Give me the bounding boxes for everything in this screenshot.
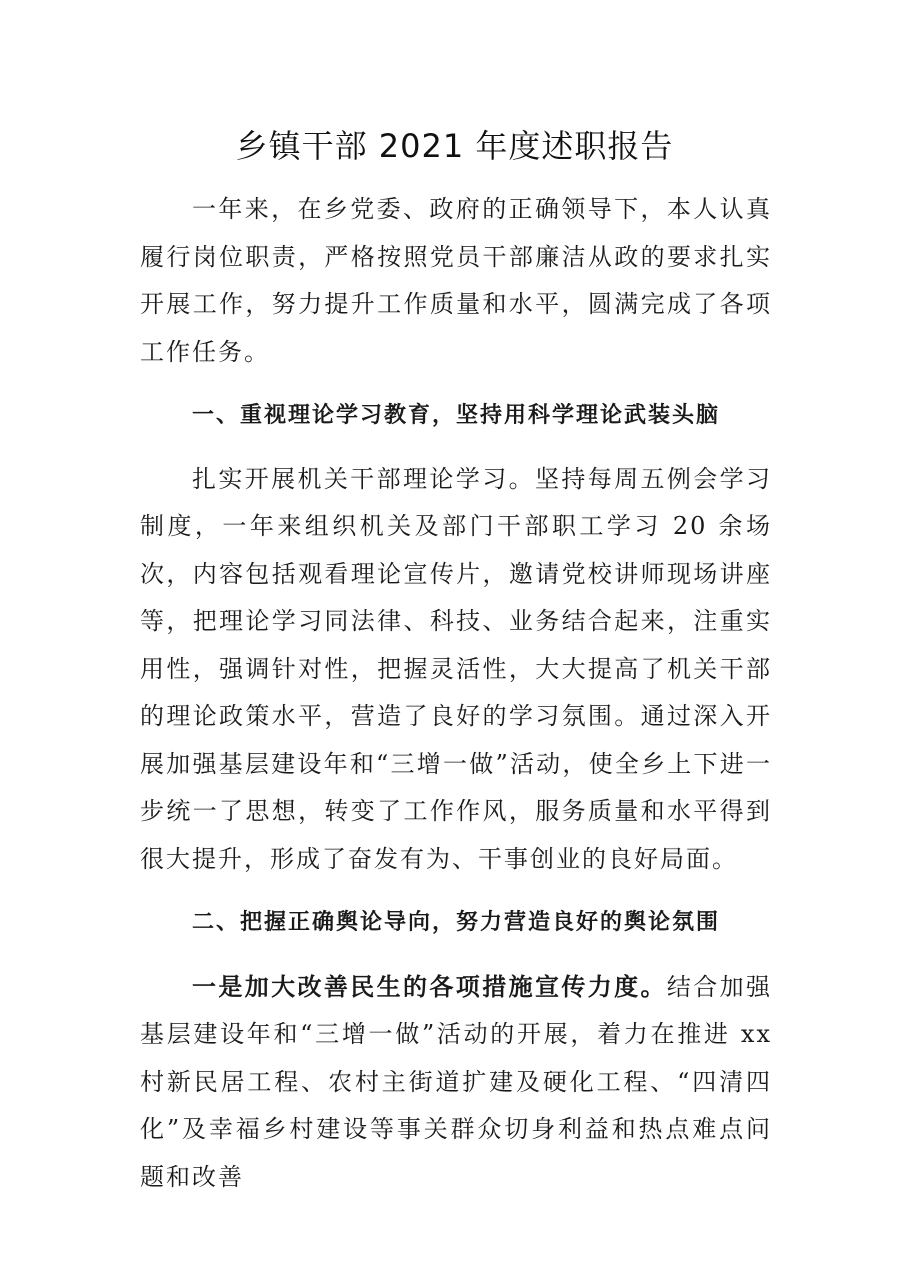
intro-paragraph: 一年来，在乡党委、政府的正确领导下，本人认真履行岗位职责，严格按照党员干部廉洁从政的要求扎实开展工作，努力提升工作质量和水平，圆满完成了各项工作任务。 [140, 195, 772, 366]
section-2-lead: 一是加大改善民生的各项措施宣传力度。 [192, 971, 667, 1001]
document-body [140, 186, 772, 1201]
section-1-paragraph: 扎实开展机关干部理论学习。坚持每周五例会学习制度，一年来组织机关及部门干部职工学习 20 余场次，内容包括观看理论宣传片，邀请党校讲师现场讲座等，把理论学习同法律、科技、业务结合起来，注重实用性，强调针对性，把握灵活性，大大提高了机关干部的理论政策水平，营造了良好的学习氛围。通过深入开展加强基层建设年和“三增一做”活动，使全乡上下进一步统一了思想，转变了工作作风，服务质量和水平得到很大提升，形成了奋发有为、干事创业的良好局面。 [140, 464, 772, 873]
document-title: 乡镇干部 2021 年度述职报告 [235, 127, 674, 165]
section-1-heading: 一、重视理论学习教育，坚持用科学理论武装头脑 [192, 403, 721, 428]
section-2-text: 结合加强基层建设年和“三增一做”活动的开展，着力在推进 xx 村新民居工程、农村主街道扩建及硬化工程、“四清四化”及幸福乡村建设等事关群众切身利益和热点难点问题和改善 [140, 972, 773, 1191]
section-2-heading: 二、把握正确舆论导向，努力营造良好的舆论氛围 [192, 910, 721, 935]
section-2-paragraph [140, 963, 772, 1202]
